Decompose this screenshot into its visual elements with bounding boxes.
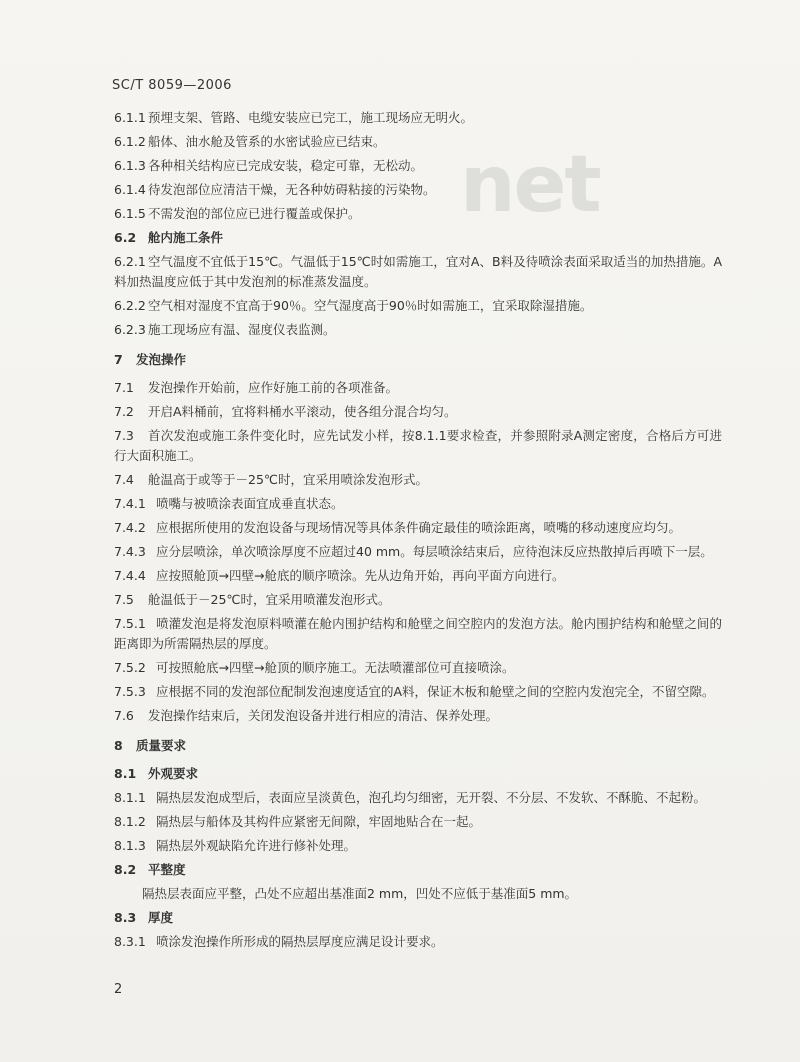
clause-8-1-2 xyxy=(114,812,722,832)
clause-number: 6.2 xyxy=(114,230,137,245)
heading-text: 舱内施工条件 xyxy=(148,230,224,245)
clause-number: 6.1.4 xyxy=(114,182,146,197)
clause-number: 7.4 xyxy=(114,472,134,487)
subsection-heading-8-2 xyxy=(114,860,722,880)
standard-code-header: SC/T 8059—2006 xyxy=(112,78,232,93)
clause-7-5-2 xyxy=(114,658,722,678)
clause-number: 8.1.3 xyxy=(114,838,146,853)
section-heading-7 xyxy=(114,350,722,370)
clause-number: 8.1.1 xyxy=(114,790,146,805)
clause-text: 隔热层发泡成型后，表面应呈淡黄色，泡孔均匀细密，无开裂、不分层、不发软、不酥脆、不起粉。 xyxy=(156,790,707,805)
clause-7-3 xyxy=(114,426,722,466)
clause-text: 应根据所使用的发泡设备与现场情况等具体条件确定最佳的喷涂距离，喷嘴的移动速度应均匀。 xyxy=(156,520,682,535)
clause-number: 6.1.3 xyxy=(114,158,146,173)
clause-number: 7.2 xyxy=(114,404,134,419)
clause-7-1 xyxy=(114,378,722,398)
clause-text: 隔热层与船体及其构件应紧密无间隙，牢固地贴合在一起。 xyxy=(156,814,482,829)
clause-number: 7.4.1 xyxy=(114,496,146,511)
clause-text: 空气温度不宜低于15℃。气温低于15℃时如需施工，宜对A、B料及待喷涂表面采取适当的加热措施。A料加热温度应低于其中发泡剂的标准蒸发温度。 xyxy=(114,254,722,289)
clause-text: 喷嘴与被喷涂表面宜成垂直状态。 xyxy=(156,496,344,511)
clause-text: 船体、油水舱及管系的水密试验应已结束。 xyxy=(148,134,386,149)
clause-text: 应分层喷涂，单次喷涂厚度不应超过40 mm。每层喷涂结束后，应待泡沫反应热散掉后再喷下一层。 xyxy=(156,544,713,559)
clause-number: 8.2 xyxy=(114,862,137,877)
clause-number: 6.2.1 xyxy=(114,254,146,269)
clause-number: 7.5.2 xyxy=(114,660,146,675)
section-number: 7 xyxy=(114,352,123,367)
heading-text: 发泡操作 xyxy=(136,352,187,367)
clause-7-5 xyxy=(114,590,722,610)
clause-6-1-5 xyxy=(114,204,722,224)
heading-text: 平整度 xyxy=(148,862,186,877)
clause-8-1-1 xyxy=(114,788,722,808)
clause-text: 待发泡部位应清洁干燥，无各种妨碍粘接的污染物。 xyxy=(148,182,436,197)
clause-6-2-2 xyxy=(114,296,722,316)
clause-text: 舱温低于－25℃时，宜采用喷灌发泡形式。 xyxy=(148,592,391,607)
clause-number: 6.1.2 xyxy=(114,134,146,149)
clause-number: 6.1.5 xyxy=(114,206,146,221)
clause-text: 喷涂发泡操作所形成的隔热层厚度应满足设计要求。 xyxy=(156,934,444,949)
clause-6-2-3 xyxy=(114,320,722,340)
clause-text: 预埋支架、管路、电缆安装应已完工，施工现场应无明火。 xyxy=(148,110,474,125)
subsection-heading-8-3 xyxy=(114,908,722,928)
clause-7-4-3 xyxy=(114,542,722,562)
clause-7-4 xyxy=(114,470,722,490)
clause-number: 8.3 xyxy=(114,910,137,925)
clause-number: 7.4.3 xyxy=(114,544,146,559)
section-number: 8 xyxy=(114,738,123,753)
clause-text: 不需发泡的部位应已进行覆盖或保护。 xyxy=(148,206,361,221)
clause-text: 各种相关结构应已完成安装，稳定可靠，无松动。 xyxy=(148,158,424,173)
clause-number: 7.4.4 xyxy=(114,568,146,583)
heading-text: 外观要求 xyxy=(148,766,199,781)
clause-number: 7.5.3 xyxy=(114,684,146,699)
clause-number: 7.6 xyxy=(114,708,134,723)
clause-6-2-1 xyxy=(114,252,722,292)
clause-8-3-1 xyxy=(114,932,722,952)
clause-text: 发泡操作结束后，关闭发泡设备并进行相应的清洁、保养处理。 xyxy=(148,708,499,723)
clause-text: 喷灌发泡是将发泡原料喷灌在舱内围护结构和舱壁之间空腔内的发泡方法。舱内围护结构和舱壁之间的距离即为所需隔热层的厚度。 xyxy=(114,616,722,651)
clause-number: 7.5 xyxy=(114,592,134,607)
clause-text: 可按照舱底→四壁→舱顶的顺序施工。无法喷灌部位可直接喷涂。 xyxy=(156,660,515,675)
clause-text: 隔热层表面应平整，凸处不应超出基准面2 mm，凹处不应低于基准面5 mm。 xyxy=(142,886,578,901)
clause-text: 应按照舱顶→四壁→舱底的顺序喷涂。先从边角开始，再向平面方向进行。 xyxy=(156,568,565,583)
clause-7-5-3 xyxy=(114,682,722,702)
clause-7-4-4 xyxy=(114,566,722,586)
clause-6-1-2 xyxy=(114,132,722,152)
clause-number: 6.1.1 xyxy=(114,110,146,125)
clause-number: 7.5.1 xyxy=(114,616,146,631)
heading-text: 质量要求 xyxy=(136,738,187,753)
heading-text: 厚度 xyxy=(148,910,174,925)
watermark-text: net xyxy=(460,140,600,230)
subsection-heading-6-2 xyxy=(114,228,722,248)
clause-7-4-2 xyxy=(114,518,722,538)
document-body xyxy=(114,108,722,952)
clause-number: 8.1 xyxy=(114,766,137,781)
clause-number: 7.1 xyxy=(114,380,134,395)
clause-text: 隔热层外观缺陷允许进行修补处理。 xyxy=(156,838,357,853)
clause-7-6 xyxy=(114,706,722,726)
page-number: 2 xyxy=(114,982,123,997)
section-heading-8 xyxy=(114,736,722,756)
clause-text: 开启A料桶前，宜将料桶水平滚动，使各组分混合均匀。 xyxy=(148,404,457,419)
clause-7-2 xyxy=(114,402,722,422)
clause-8-1-3 xyxy=(114,836,722,856)
clause-number: 7.4.2 xyxy=(114,520,146,535)
clause-number: 7.3 xyxy=(114,428,134,443)
clause-number: 6.2.3 xyxy=(114,322,146,337)
clause-text: 空气相对湿度不宜高于90％。空气湿度高于90％时如需施工，宜采取除湿措施。 xyxy=(148,298,593,313)
clause-number: 8.3.1 xyxy=(114,934,146,949)
clause-text: 施工现场应有温、湿度仪表监测。 xyxy=(148,322,336,337)
clause-7-5-1 xyxy=(114,614,722,654)
clause-text: 舱温高于或等于－25℃时，宜采用喷涂发泡形式。 xyxy=(148,472,428,487)
subsection-heading-8-1 xyxy=(114,764,722,784)
clause-number: 8.1.2 xyxy=(114,814,146,829)
clause-text: 首次发泡或施工条件变化时，应先试发小样，按8.1.1要求检查，并参照附录A测定密度，合格后方可进行大面积施工。 xyxy=(114,428,722,463)
clause-6-1-4 xyxy=(114,180,722,200)
clause-8-2-text xyxy=(114,884,722,904)
clause-7-4-1 xyxy=(114,494,722,514)
clause-6-1-3 xyxy=(114,156,722,176)
clause-text: 应根据不同的发泡部位配制发泡速度适宜的A料，保证木板和舱壁之间的空腔内发泡完全，不留空隙。 xyxy=(156,684,715,699)
clause-6-1-1 xyxy=(114,108,722,128)
clause-number: 6.2.2 xyxy=(114,298,146,313)
clause-text: 发泡操作开始前，应作好施工前的各项准备。 xyxy=(148,380,399,395)
